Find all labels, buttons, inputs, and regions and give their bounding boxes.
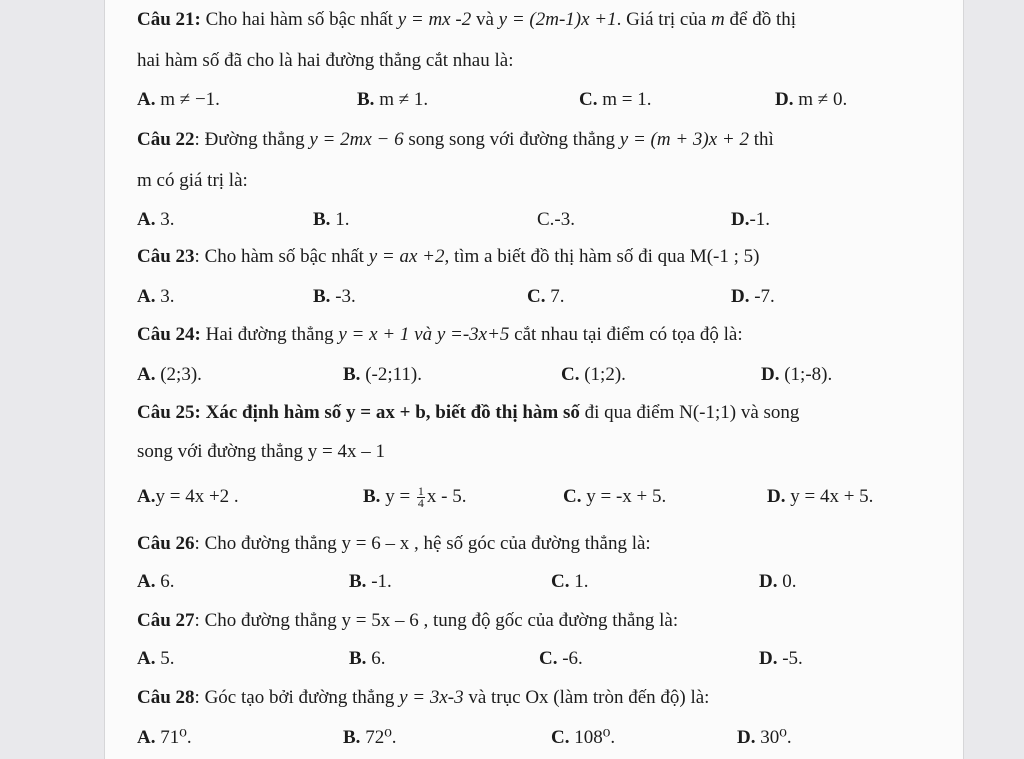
option-b: B. 1. bbox=[313, 209, 350, 230]
math-expression: y = 3x-3 bbox=[399, 687, 464, 708]
option-b: B. -3. bbox=[313, 286, 356, 307]
option-b: B. 72⁰. bbox=[343, 727, 397, 748]
question-26-line-1 bbox=[137, 532, 651, 556]
stem-text: : Cho đường thẳng y = 5x – 6 , tung độ gốc của đường thẳng là: bbox=[194, 610, 679, 631]
option-c: C. m = 1. bbox=[579, 89, 652, 110]
stem-text: Cho hai hàm số bậc nhất bbox=[205, 9, 398, 30]
question-label: Câu 24: bbox=[137, 324, 201, 345]
stem-text: : Đường thẳng bbox=[194, 129, 310, 150]
option-b: B. m ≠ 1. bbox=[357, 89, 429, 110]
stem-text: để đồ thị bbox=[724, 9, 797, 30]
math-expression: y = x + 1 và y =-3x+5 bbox=[338, 324, 510, 345]
question-21-line-2 bbox=[137, 49, 513, 73]
stem-text: đi qua điểm N(-1;1) và song bbox=[579, 402, 800, 423]
question-label: Câu 26 bbox=[137, 533, 195, 554]
stem-text: song song với đường thẳng bbox=[403, 129, 620, 150]
option-c: C.-3. bbox=[537, 209, 575, 230]
option-c: C. 1. bbox=[551, 571, 589, 592]
math-expression: y = 2mx − 6 bbox=[309, 129, 404, 150]
question-21-line-1 bbox=[137, 8, 796, 32]
question-label: Câu 23 bbox=[137, 246, 195, 267]
stem-text: thì bbox=[748, 129, 774, 150]
math-expression: m bbox=[711, 9, 725, 30]
question-label: Câu 28 bbox=[137, 687, 195, 708]
fraction: $\frac{1}{4}$ bbox=[417, 484, 424, 511]
stem-text: song với đường thẳng y = 4x – 1 bbox=[137, 441, 385, 462]
question-25-options bbox=[137, 485, 897, 509]
stem-text: và trục Ox (làm tròn đến độ) là: bbox=[463, 687, 710, 708]
math-expression: y = (2m-1)x +1 bbox=[498, 9, 617, 30]
question-21-options bbox=[137, 88, 897, 112]
option-b: B. (-2;11). bbox=[343, 364, 422, 385]
question-23-line-1 bbox=[137, 245, 760, 269]
option-a: A. 5. bbox=[137, 648, 175, 669]
question-25-line-1 bbox=[137, 401, 799, 425]
option-c: C. (1;2). bbox=[561, 364, 626, 385]
option-d: D. y = 4x + 5. bbox=[767, 486, 874, 507]
stem-text: và bbox=[471, 9, 499, 30]
stem-text: hai hàm số đã cho là hai đường thẳng cắt nhau là: bbox=[137, 50, 514, 71]
stem-text: m có giá trị là: bbox=[137, 170, 248, 191]
option-d: D. -5. bbox=[759, 648, 803, 669]
option-b: B. 6. bbox=[349, 648, 386, 669]
option-c: C. -6. bbox=[539, 648, 583, 669]
option-d: D.-1. bbox=[731, 209, 771, 230]
question-label: Câu 27 bbox=[137, 610, 195, 631]
question-26-options bbox=[137, 570, 897, 594]
stem-text: , tìm a biết đồ thị hàm số đi qua M(-1 ; 5) bbox=[444, 246, 760, 267]
option-c: C. y = -x + 5. bbox=[563, 486, 667, 507]
question-22-line-2 bbox=[137, 169, 248, 193]
stem-text: : Cho hàm số bậc nhất bbox=[194, 246, 369, 267]
question-24-line-1 bbox=[137, 323, 743, 347]
option-d: D. 30⁰. bbox=[737, 727, 792, 748]
question-27-line-1 bbox=[137, 609, 678, 633]
option-d: D. -7. bbox=[731, 286, 775, 307]
stem-text: Hai đường thẳng bbox=[200, 324, 339, 345]
question-22-line-1 bbox=[137, 128, 774, 152]
question-24-options bbox=[137, 363, 897, 387]
question-label: Câu 21: bbox=[137, 9, 201, 30]
stem-text: . Giá trị của bbox=[616, 9, 712, 30]
option-a: A. m ≠ −1. bbox=[137, 89, 220, 110]
option-b: B. y = $\frac{1}{4}$ x - 5. bbox=[363, 484, 467, 511]
stem-text: cắt nhau tại điểm có tọa độ là: bbox=[509, 324, 743, 345]
question-27-options bbox=[137, 647, 897, 671]
question-28-line-1 bbox=[137, 686, 709, 710]
option-b: B. -1. bbox=[349, 571, 392, 592]
math-expression: y = ax +2 bbox=[368, 246, 445, 267]
option-c: C. 108⁰. bbox=[551, 727, 616, 748]
option-a: A. 3. bbox=[137, 209, 175, 230]
option-c: C. 7. bbox=[527, 286, 565, 307]
option-a: A. 71⁰. bbox=[137, 727, 192, 748]
question-25-line-2 bbox=[137, 440, 385, 464]
option-a: A.y = 4x +2 . bbox=[137, 486, 239, 507]
option-a: A. (2;3). bbox=[137, 364, 202, 385]
math-expression: y = mx -2 bbox=[397, 9, 472, 30]
option-a: A. 6. bbox=[137, 571, 175, 592]
stem-text: : Góc tạo bởi đường thẳng bbox=[194, 687, 400, 708]
question-22-options bbox=[137, 208, 897, 232]
question-28-options bbox=[137, 726, 897, 750]
question-label: Câu 25: Xác định hàm số y = ax + b, biết đồ thị hàm số bbox=[137, 402, 580, 423]
option-d: D. (1;-8). bbox=[761, 364, 833, 385]
question-23-options bbox=[137, 285, 897, 309]
question-label: Câu 22 bbox=[137, 129, 195, 150]
option-a: A. 3. bbox=[137, 286, 175, 307]
math-expression: y = (m + 3)x + 2 bbox=[619, 129, 749, 150]
option-d: D. m ≠ 0. bbox=[775, 89, 848, 110]
stem-text: : Cho đường thẳng y = 6 – x , hệ số góc của đường thẳng là: bbox=[194, 533, 651, 554]
option-d: D. 0. bbox=[759, 571, 797, 592]
